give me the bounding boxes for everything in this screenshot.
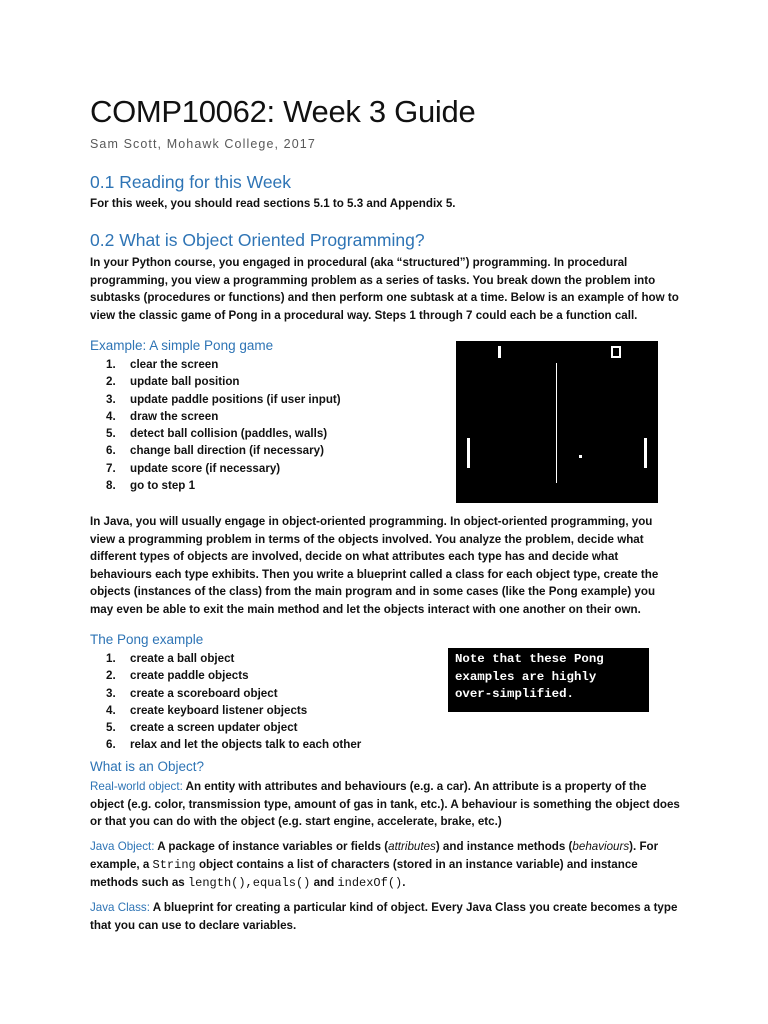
real-world-object-paragraph bbox=[90, 778, 680, 831]
java-oop-paragraph: In Java, you will usually engage in object-oriented programming. In object-oriented programming, you view a programming problem in terms of the objects involved. You analyze the problem, decide what different types of objects are involved, decide on what attributes each type has and decide what behaviours each type exhibits. Then you write a blueprint called a class for each object type, create the objects (instances of the class) from the main program and in some cases (like the Pong example) you may even be able to exit the main method and let the objects interact with one another on their own. bbox=[90, 515, 659, 616]
heading-reading: 0.1 Reading for this Week bbox=[90, 172, 292, 192]
list-item-text: create keyboard listener objects bbox=[130, 703, 308, 717]
list-item-number: 6. bbox=[106, 444, 116, 458]
java-object-code-2: length(),equals() bbox=[187, 876, 311, 890]
list-item bbox=[90, 685, 361, 702]
real-world-text: An entity with attributes and behaviours (e.g. a car). An attribute is a property of the object (e.g. color, transmission type, amount of gas in tank, etc.). A behaviour is something the object does or that you can do with the object (e.g. start engine, accelerate, brake, etc.) bbox=[90, 780, 680, 828]
java-class-label: Java Class: bbox=[90, 901, 150, 914]
java-object-italic-1: attributes bbox=[388, 840, 436, 853]
list-item-text: create paddle objects bbox=[130, 669, 249, 683]
list-item-text: create a screen updater object bbox=[130, 721, 298, 735]
list-item bbox=[90, 736, 361, 753]
java-class-text: A blueprint for creating a particular kind of object. Every Java Class you create becomes a type that you can use to declare variables. bbox=[90, 901, 678, 932]
list-item-number: 4. bbox=[106, 409, 116, 423]
java-object-code-3: indexOf() bbox=[337, 876, 403, 890]
list-item-number: 1. bbox=[106, 652, 116, 665]
list-item bbox=[90, 373, 341, 390]
list-item bbox=[90, 650, 361, 667]
list-item-number: 2. bbox=[106, 669, 116, 683]
pong-center-net bbox=[556, 363, 557, 483]
pong-score-left bbox=[498, 346, 501, 358]
list-item-text: create a ball object bbox=[130, 652, 235, 665]
list-item-text: update paddle positions (if user input) bbox=[130, 392, 341, 406]
list-item-text: change ball direction (if necessary) bbox=[130, 444, 324, 458]
java-object-paragraph bbox=[90, 838, 680, 893]
list-item-number: 3. bbox=[106, 686, 116, 700]
list-item-text: create a scoreboard object bbox=[130, 686, 278, 700]
oo-steps-list bbox=[90, 650, 361, 754]
java-object-label: Java Object: bbox=[90, 840, 155, 853]
pong-paddle-right bbox=[644, 438, 647, 468]
list-item-number: 5. bbox=[106, 427, 116, 441]
procedural-steps-list bbox=[90, 356, 341, 494]
list-item-number: 4. bbox=[106, 703, 116, 717]
pong-score-right bbox=[611, 346, 621, 358]
list-item-number: 5. bbox=[106, 721, 116, 735]
heading-pong-example: The Pong example bbox=[90, 632, 204, 647]
list-item bbox=[90, 356, 341, 373]
list-item-number: 2. bbox=[106, 375, 116, 389]
java-class-paragraph bbox=[90, 899, 680, 934]
java-object-text-2: ) and instance methods ( bbox=[435, 840, 573, 853]
list-item-number: 6. bbox=[106, 738, 116, 752]
list-item-number: 1. bbox=[106, 358, 116, 371]
oop-intro-paragraph: In your Python course, you engaged in procedural (aka “structured”) programming. In procedural programming, you view a programming problem as a series of tasks. You break down the problem into subtasks (procedures or functions) and then perform one subtask at a time. Below is an example of how to view the classic game of Pong in a procedural way. Steps 1 through 7 could each be a function call. bbox=[90, 256, 679, 322]
author-line: Sam Scott, Mohawk College, 2017 bbox=[90, 137, 316, 151]
list-item-number: 7. bbox=[106, 461, 116, 475]
list-item-text: clear the screen bbox=[130, 358, 219, 371]
list-item-text: go to step 1 bbox=[130, 479, 196, 493]
pong-ball bbox=[579, 455, 582, 458]
list-item-number: 3. bbox=[106, 392, 116, 406]
heading-oop: 0.2 What is Object Oriented Programming? bbox=[90, 230, 425, 250]
java-object-text-4: object contains a list of characters (stored in an instance variable) and instance methods such as bbox=[90, 857, 638, 889]
java-object-text-1: A package of instance variables or fields ( bbox=[154, 840, 389, 853]
java-object-text-6: . bbox=[402, 876, 406, 889]
list-item bbox=[90, 460, 341, 477]
list-item bbox=[90, 477, 341, 494]
list-item-text: relax and let the objects talk to each other bbox=[130, 738, 362, 752]
list-item bbox=[90, 408, 341, 425]
list-item-text: update score (if necessary) bbox=[130, 461, 281, 475]
java-object-code-1: String bbox=[152, 857, 196, 872]
list-item-text: update ball position bbox=[130, 375, 240, 389]
list-item bbox=[90, 391, 341, 408]
heading-what-is-object: What is an Object? bbox=[90, 759, 205, 774]
pong-paddle-left bbox=[467, 438, 470, 468]
heading-pong-procedural: Example: A simple Pong game bbox=[90, 338, 274, 353]
list-item bbox=[90, 719, 361, 736]
java-object-text-3: ). For example, a bbox=[90, 840, 659, 871]
java-object-italic-2: behaviours bbox=[572, 840, 630, 853]
reading-text: For this week, you should read sections 5.1 to 5.3 and Appendix 5. bbox=[90, 197, 456, 210]
list-item bbox=[90, 425, 341, 442]
list-item-number: 8. bbox=[106, 479, 116, 493]
list-item-text: detect ball collision (paddles, walls) bbox=[130, 427, 328, 441]
list-item-text: draw the screen bbox=[130, 409, 219, 423]
java-object-text-5: and bbox=[310, 876, 338, 889]
note-box: Note that these Pong examples are highly over-simplified. bbox=[448, 648, 649, 712]
page-title: COMP10062: Week 3 Guide bbox=[90, 94, 476, 129]
list-item bbox=[90, 702, 361, 719]
list-item bbox=[90, 667, 361, 684]
list-item bbox=[90, 442, 341, 459]
pong-screenshot bbox=[456, 341, 658, 503]
real-world-label: Real-world object: bbox=[90, 780, 183, 793]
